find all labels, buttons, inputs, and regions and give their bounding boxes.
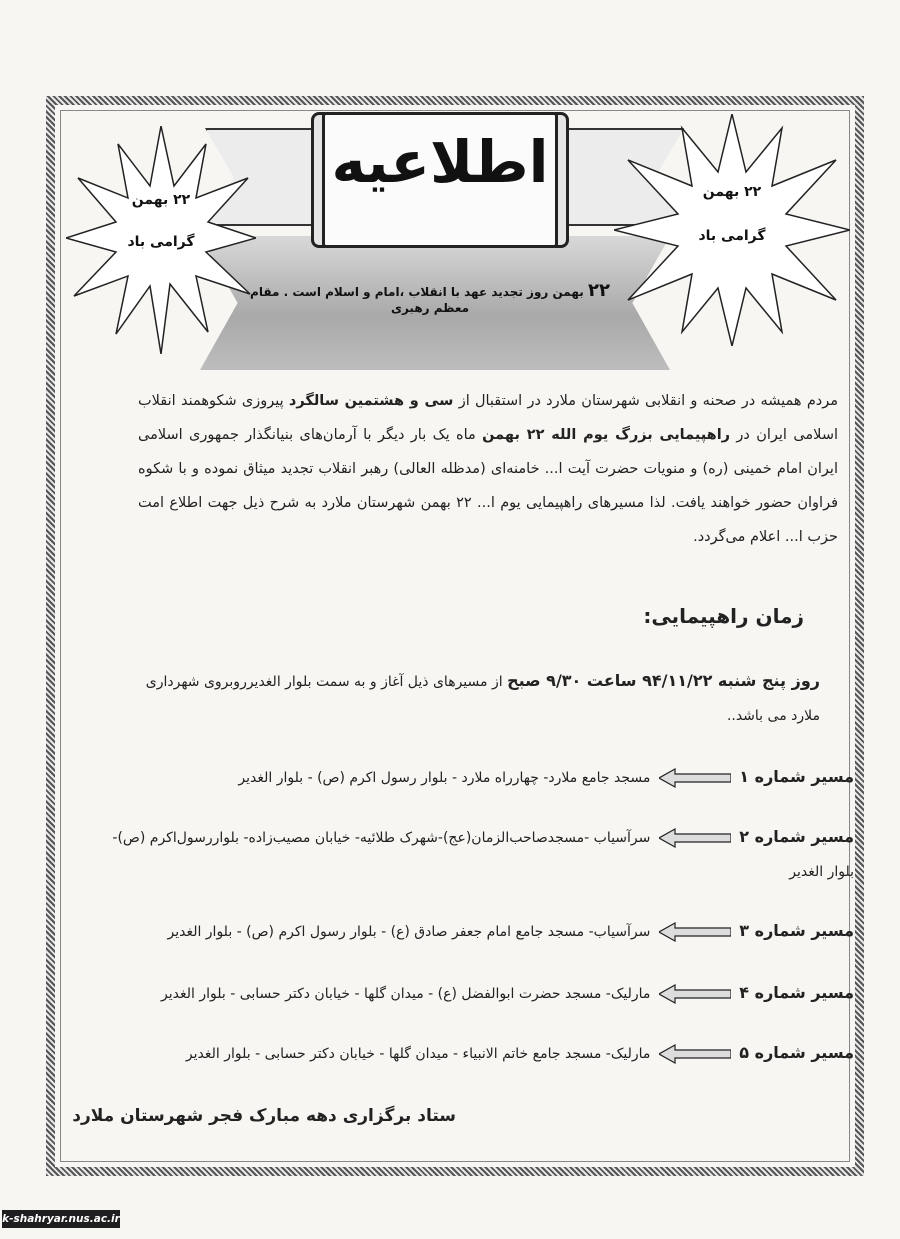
notice-title: اطلاعیه <box>331 128 549 196</box>
burst-right-line2: گرامی باد <box>698 228 766 244</box>
time-heading: زمان راهپیمایی: <box>643 604 804 628</box>
time-bold: روز پنج شنبه ۹۴/۱۱/۲۲ ساعت ۹/۳۰ صبح <box>507 671 820 690</box>
para-bold1: سی و هشتمین سالگرد <box>288 393 454 409</box>
slogan-text: بهمن روز تجدید عهد با انقلاب ،امام و اسلام است . مقام معظم رهبری <box>250 285 584 315</box>
route-path: سرآسیاب -مسجدصاحب‌الزمان(عج)-شهرک طلائیه- خیابان مصیب‌زاده- بلواررسول‌اکرم (ص)- بلوار الغدیر <box>112 830 854 880</box>
para-part2: پیروزی شکوهمند انقلاب اسلامی ایران در <box>138 393 838 443</box>
route-path: سرآسیاب- مسجد جامع امام جعفر صادق (ع) - بلوار رسول اکرم (ص) - بلوار الغدیر <box>167 924 651 940</box>
slogan-number: ۲۲ <box>587 280 610 301</box>
slogan <box>240 280 620 315</box>
starburst-left <box>66 126 256 354</box>
route-1 <box>94 760 854 795</box>
left-arrow-icon <box>659 922 731 942</box>
left-arrow-icon <box>659 768 731 788</box>
left-arrow-icon <box>659 828 731 848</box>
burst-right-line1: ۲۲ بهمن <box>702 184 762 200</box>
left-arrow-icon <box>659 1044 731 1064</box>
para-part3: ماه یک بار دیگر با آرمان‌های بنیانگذار جمهوری اسلامی ایران امام خمینی (ره) و منویات حضرت آیت ا... خامنه‌ای (مدظله العالی) رهبر انقلاب تجدید میثاق نموده و با شکوه فراوان حضور خواهند یافت. لذا مسیرهای راهپیمایی یوم ا... ۲۲ بهمن شهرستان ملارد به شرح ذیل جهت اطلاع امت حزب ا... اعلام می‌گردد. <box>138 427 839 545</box>
route-2 <box>94 820 854 889</box>
time-rest: از مسیرهای ذیل آغاز و به سمت بلوار الغدیرروبروی شهرداری ملارد می باشد.. <box>145 674 820 724</box>
route-3 <box>94 914 854 949</box>
burst-left-line1: ۲۲ بهمن <box>131 192 191 208</box>
route-label: مسیر شماره ۴ <box>739 983 854 1002</box>
route-path: مارلیک- مسجد حضرت ابوالفضل (ع) - میدان گلها - خیابان دکتر حسابی - بلوار الغدیر <box>161 986 651 1002</box>
burst-left-line2: گرامی باد <box>127 234 195 250</box>
para-part1: مردم همیشه در صحنه و انقلابی شهرستان ملارد در استقبال از <box>458 393 839 409</box>
website-badge[interactable]: k-shahryar.nus.ac.ir <box>2 1210 120 1228</box>
para-bold2: راهپیمایی بزرگ یوم الله ۲۲ بهمن <box>482 427 731 443</box>
route-label: مسیر شماره ۵ <box>739 1043 854 1062</box>
route-label: مسیر شماره ۳ <box>739 921 854 940</box>
announcement-paragraph <box>138 384 838 554</box>
left-arrow-icon <box>659 984 731 1004</box>
time-details <box>120 664 820 733</box>
footer-signature: ستاد برگزاری دهه مبارک فجر شهرستان ملارد <box>72 1106 456 1126</box>
route-label: مسیر شماره ۱ <box>739 767 854 786</box>
starburst-right <box>614 114 850 346</box>
route-path: مارلیک- مسجد جامع خاتم الانبیاء - میدان گلها - خیابان دکتر حسابی - بلوار الغدیر <box>185 1046 651 1062</box>
route-path: مسجد جامع ملارد- چهارراه ملارد - بلوار رسول اکرم (ص) - بلوار الغدیر <box>238 770 651 786</box>
route-5 <box>94 1036 854 1071</box>
route-label: مسیر شماره ۲ <box>739 827 854 846</box>
route-4 <box>94 976 854 1011</box>
